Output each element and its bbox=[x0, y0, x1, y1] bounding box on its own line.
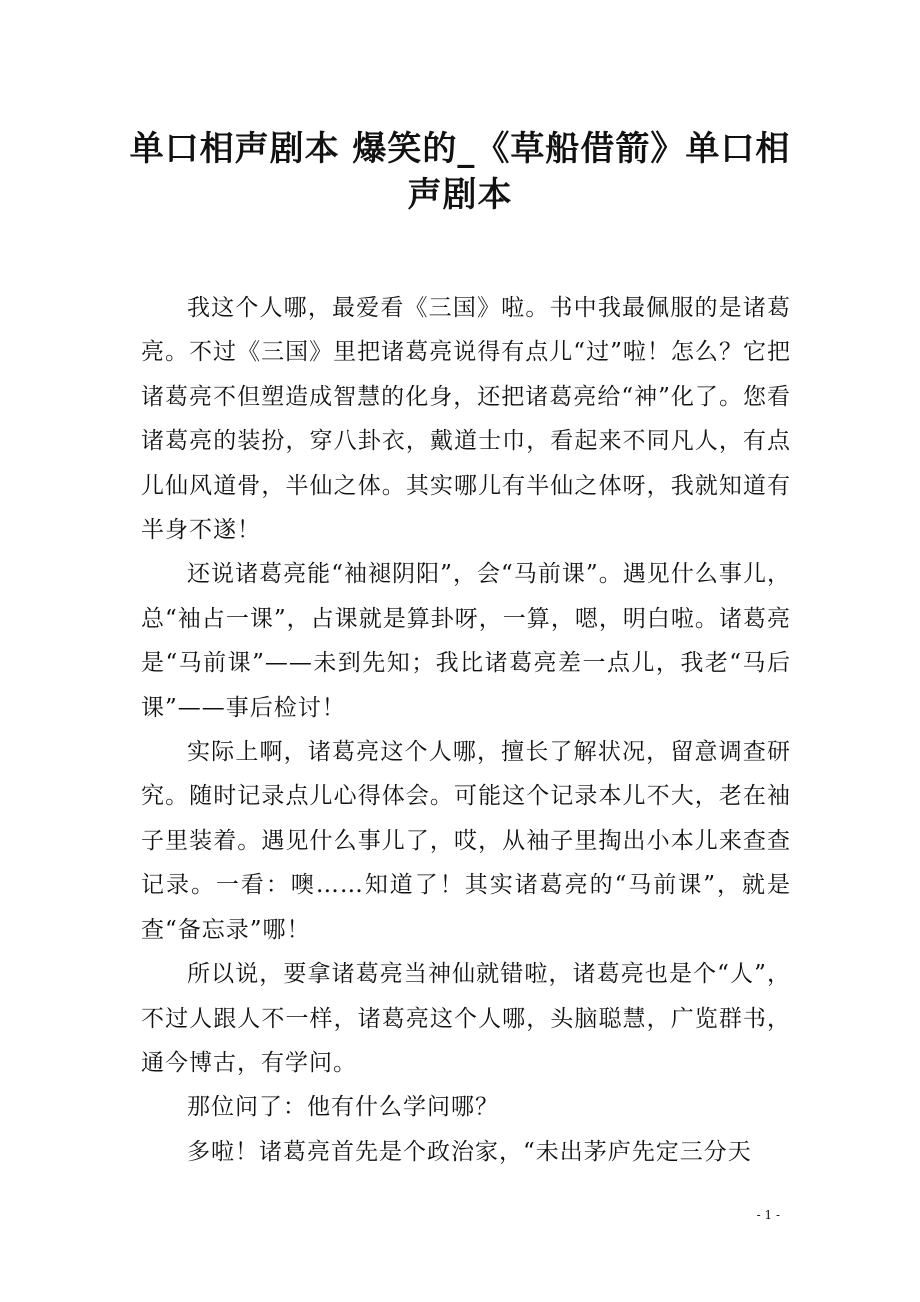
paragraph: 还说诸葛亮能“袖褪阴阳”，会“马前课”。遇见什么事儿，总“袖占一课”，占课就是算卦呀，一算，嗯，明白啦。诸葛亮是“马前课”——未到先知；我比诸葛亮差一点儿，我老“马后课”——事后检讨！ bbox=[141, 561, 791, 721]
paragraph: 所以说，要拿诸葛亮当神仙就错啦，诸葛亮也是个“人”，不过人跟人不一样，诸葛亮这个人哪，头脑聪慧，广览群书，通今博古，有学问。 bbox=[141, 961, 791, 1076]
paragraph: 多啦！诸葛亮首先是个政治家，“未出茅庐先定三分天 bbox=[187, 1138, 752, 1165]
document-body bbox=[141, 286, 791, 1174]
paragraph: 我这个人哪，最爱看《三国》啦。书中我最佩服的是诸葛亮。不过《三国》里把诸葛亮说得有点儿“过”啦！怎么？它把诸葛亮不但塑造成智慧的化身，还把诸葛亮给“神”化了。您看诸葛亮的装扮，穿八卦衣，戴道士巾，看起来不同凡人，有点儿仙风道骨，半仙之体。其实哪儿有半仙之体呀，我就知道有半身不遂！ bbox=[141, 295, 791, 544]
document-title: 单口相声剧本 爆笑的_《草船借箭》单口相声剧本 bbox=[129, 129, 791, 215]
paragraph: 实际上啊，诸葛亮这个人哪，擅长了解状况，留意调查研究。随时记录点儿心得体会。可能这个记录本儿不大，老在袖子里装着。遇见什么事儿了，哎，从袖子里掏出小本儿来查查记录。一看：噢……知道了！其实诸葛亮的“马前课”，就是查“备忘录”哪！ bbox=[141, 739, 791, 943]
page-number: - 1 - bbox=[756, 1208, 780, 1222]
paragraph: 那位问了：他有什么学问哪？ bbox=[187, 1094, 499, 1121]
